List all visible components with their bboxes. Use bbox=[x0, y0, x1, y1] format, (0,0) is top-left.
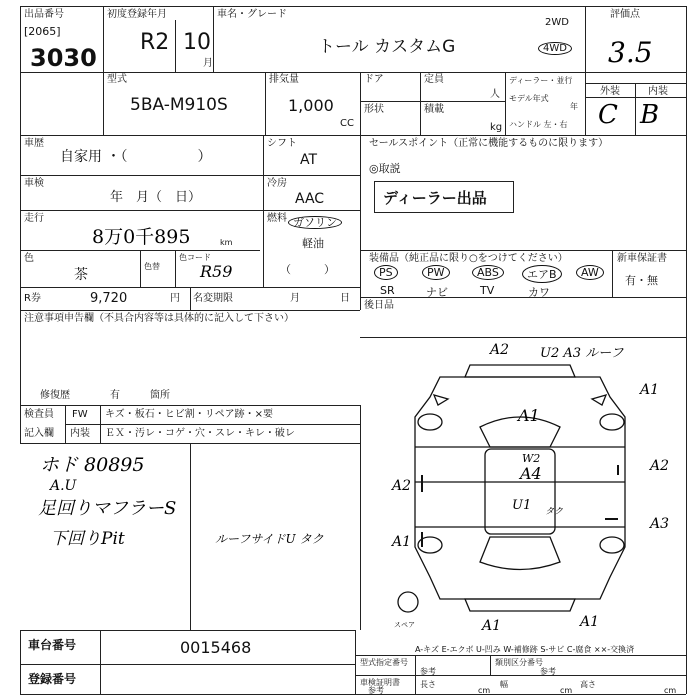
ac-label: 冷房 bbox=[267, 178, 287, 189]
wheel-front-left bbox=[418, 414, 442, 430]
score-value: 3.5 bbox=[608, 36, 653, 69]
grid-line bbox=[585, 83, 686, 84]
drive-4wd-circled: 4WD bbox=[538, 42, 572, 55]
inspection-value: 年 月（ 日） bbox=[110, 190, 202, 205]
color-change-label: 色替 bbox=[144, 262, 160, 271]
rear-bumper bbox=[465, 599, 575, 611]
mirror-right bbox=[592, 395, 606, 405]
mark-left-rear: A1 bbox=[392, 534, 412, 550]
mark-bottom-left: A1 bbox=[482, 618, 502, 634]
title-limit-label: 名変期限 bbox=[193, 293, 233, 304]
first-reg-era: R2 bbox=[140, 30, 170, 55]
mileage-label: 走行 bbox=[24, 213, 44, 224]
type-label: 型式 bbox=[107, 74, 127, 85]
displacement-value: 1,000 bbox=[288, 96, 334, 115]
doors-label: ドア bbox=[364, 74, 384, 85]
title-limit-month-unit: 月 bbox=[290, 293, 300, 304]
grid-line bbox=[360, 101, 505, 102]
mark-right-door: A2 bbox=[650, 458, 670, 474]
handwritten-line-5: ルーフサイドU タク bbox=[215, 532, 324, 546]
grid-line bbox=[355, 630, 356, 694]
warranty-value: 有・無 bbox=[625, 274, 658, 287]
grid-line bbox=[360, 250, 686, 251]
mark-right-rear: A3 bbox=[650, 516, 670, 532]
grid-line bbox=[175, 20, 176, 72]
rear-window bbox=[480, 537, 560, 570]
wheel-rear-right bbox=[600, 537, 624, 553]
grid-line bbox=[20, 210, 360, 211]
warranty-label: 新車保証書 bbox=[617, 253, 667, 264]
chassis-value: 0015468 bbox=[180, 638, 252, 657]
inspector-fw: FW bbox=[72, 409, 88, 420]
dealer-stamp-text: ディーラー出品 bbox=[383, 189, 487, 207]
grid-line bbox=[20, 630, 21, 694]
length-label: 長さ bbox=[420, 680, 436, 689]
load-unit: kg bbox=[490, 122, 503, 133]
handwritten-line-3: 足回りマフラーS bbox=[38, 498, 177, 519]
history-label: 車歴 bbox=[24, 138, 44, 149]
first-reg-label: 初度登録年月 bbox=[107, 9, 167, 20]
registration-label: 登録番号 bbox=[28, 672, 77, 686]
mark-top-left: A2 bbox=[490, 342, 510, 358]
equip-navi: ナビ bbox=[426, 286, 448, 299]
notes-label: 注意事項申告欄（不具合内容等は具体的に記入して下さい） bbox=[24, 313, 294, 324]
repair-value: 有 bbox=[110, 390, 120, 401]
grid-line bbox=[190, 287, 191, 310]
displacement-unit: CC bbox=[340, 118, 354, 129]
grid-line bbox=[190, 443, 191, 630]
type-cert-label: 型式指定番号 bbox=[360, 658, 408, 667]
height-label: 高さ bbox=[580, 680, 596, 689]
repair-label: 修復歴 bbox=[40, 390, 70, 401]
width-label: 幅 bbox=[500, 680, 508, 689]
rear-seat-label: 後日品 bbox=[364, 300, 394, 311]
dealer-stamp-box bbox=[374, 181, 514, 213]
fuel-diesel: 軽油 bbox=[302, 237, 324, 250]
first-reg-month: 10 bbox=[183, 30, 211, 55]
recycle-value: 9,720 bbox=[90, 291, 128, 306]
fuel-label: 燃料 bbox=[267, 213, 287, 224]
handwritten-line-1: ホド 80895 bbox=[40, 454, 145, 476]
grid-line bbox=[20, 6, 21, 311]
grid-line bbox=[103, 6, 104, 135]
color-label: 色 bbox=[24, 253, 34, 264]
equip-abs: ABS bbox=[472, 265, 504, 280]
width-unit: cm bbox=[560, 686, 573, 695]
color-code-value: R59 bbox=[200, 262, 233, 281]
equip-airbag: エアB bbox=[522, 265, 562, 283]
grid-line bbox=[65, 424, 360, 425]
color-code-label: 色コード bbox=[179, 253, 211, 262]
exterior-grade: C bbox=[598, 100, 618, 130]
dealer-label: ディーラー・並行 bbox=[509, 76, 573, 85]
title-limit-day-unit: 日 bbox=[340, 293, 350, 304]
spare-tire bbox=[398, 592, 418, 612]
inspector-row2: ＥＸ・汚レ・コゲ・穴・スレ・キレ・破レ bbox=[105, 428, 295, 439]
length-unit: cm bbox=[478, 686, 491, 695]
damage-legend: A-キズ E-エクボ U-凹み W-補修跡 S-サビ C-腐食 ××-交換済 bbox=[415, 645, 635, 654]
recycle-label: R券 bbox=[24, 293, 41, 304]
model-year-label: モデル年式 bbox=[509, 94, 549, 103]
grid-line bbox=[265, 72, 266, 135]
exterior-label: 外装 bbox=[600, 86, 620, 97]
equip-sr: SR bbox=[380, 284, 395, 297]
ac-value: AAC bbox=[295, 191, 325, 207]
year-unit: 年 bbox=[570, 102, 578, 111]
history-value: 自家用 ・（ ） bbox=[60, 149, 212, 165]
mark-right-fender: A1 bbox=[640, 382, 660, 398]
model-label: 車名・グレード bbox=[217, 9, 287, 20]
type-value: 5BA-M910S bbox=[130, 95, 228, 115]
mileage-value: 8万0千895 bbox=[92, 226, 191, 248]
spare-label: スペア bbox=[394, 621, 415, 629]
reg-cert-ref: 参考 bbox=[368, 686, 384, 695]
grid-line bbox=[140, 250, 141, 287]
grid-line bbox=[20, 405, 21, 443]
grid-line bbox=[585, 97, 686, 98]
handwritten-line-2: A.U bbox=[50, 478, 77, 494]
inspector-label-2: 記入欄 bbox=[24, 428, 54, 439]
displacement-label: 排気量 bbox=[269, 74, 299, 85]
reg-cert-label: 車検証明書 bbox=[360, 678, 400, 687]
mark-top-right: U2 A3 ルーフ bbox=[540, 346, 624, 361]
inspection-label: 車検 bbox=[24, 178, 44, 189]
location-label: 箇所 bbox=[150, 390, 170, 401]
equip-pw: PW bbox=[422, 265, 450, 280]
grid-line bbox=[20, 72, 686, 73]
grid-line bbox=[20, 175, 360, 176]
shift-value: AT bbox=[300, 152, 318, 168]
wheel-front-right bbox=[600, 414, 624, 430]
grid-line bbox=[415, 655, 416, 694]
grid-line bbox=[360, 72, 361, 135]
load-label: 積載 bbox=[424, 104, 444, 115]
grid-line bbox=[20, 694, 686, 695]
grid-line bbox=[490, 655, 491, 675]
drive-2wd: 2WD bbox=[545, 17, 569, 28]
type-cert-ref: 参考 bbox=[420, 667, 436, 676]
lot-number: 3030 bbox=[30, 44, 97, 72]
shift-label: シフト bbox=[267, 138, 297, 149]
height-unit: cm bbox=[664, 686, 677, 695]
equipment-label: 装備品（純正品に限り○をつけてください） bbox=[369, 253, 568, 264]
grid-line bbox=[20, 6, 686, 7]
grid-line bbox=[263, 135, 264, 287]
grid-line bbox=[20, 135, 686, 136]
grid-line bbox=[175, 250, 176, 287]
chassis-label: 車台番号 bbox=[28, 638, 77, 652]
grid-line bbox=[20, 310, 360, 311]
grid-line bbox=[635, 83, 636, 135]
category-label: 類別区分番号 bbox=[495, 658, 543, 667]
grid-line bbox=[360, 297, 686, 298]
mark-roof-top: W2 bbox=[522, 452, 541, 465]
fuel-gasoline-circled: ガソリン bbox=[288, 216, 342, 229]
equip-leather: カワ bbox=[528, 286, 550, 299]
grid-line bbox=[100, 630, 101, 694]
mark-roof: A4 bbox=[520, 464, 542, 483]
recycle-unit: 円 bbox=[170, 293, 180, 304]
inspector-interior: 内装 bbox=[70, 428, 90, 439]
mark-bottom-right: A1 bbox=[580, 614, 600, 630]
grid-line bbox=[360, 135, 361, 310]
handle-label: ハンドル 左・右 bbox=[509, 120, 568, 129]
mark-hood: A1 bbox=[518, 406, 540, 425]
grid-line bbox=[355, 675, 686, 676]
mark-center-note: タク bbox=[545, 507, 564, 517]
mark-center: U1 bbox=[512, 498, 532, 513]
manual-item: ◎取説 bbox=[369, 162, 401, 175]
score-label: 評価点 bbox=[610, 9, 640, 20]
shape-label: 形状 bbox=[364, 104, 384, 115]
grid-line bbox=[213, 6, 214, 72]
grid-line bbox=[686, 6, 687, 694]
inspector-label-1: 検査員 bbox=[24, 409, 54, 420]
capacity-unit: 人 bbox=[490, 89, 500, 100]
category-ref: 参考 bbox=[540, 667, 556, 676]
lot-ref: [2065] bbox=[24, 25, 61, 38]
grid-line bbox=[612, 250, 613, 297]
handwritten-line-4: 下回りPit bbox=[50, 529, 125, 549]
color-value: 茶 bbox=[74, 267, 88, 283]
grid-line bbox=[505, 72, 506, 135]
grid-line bbox=[585, 6, 586, 135]
mileage-unit: km bbox=[220, 238, 233, 247]
grid-line bbox=[20, 310, 21, 405]
lot-label: 出品番号 bbox=[24, 9, 64, 20]
grid-line bbox=[20, 664, 355, 665]
grid-line bbox=[20, 405, 360, 406]
model-name: トール カスタムG bbox=[318, 37, 456, 57]
roof bbox=[485, 449, 555, 534]
front-bumper bbox=[465, 365, 575, 377]
mirror-left bbox=[434, 395, 448, 405]
interior-label: 内装 bbox=[648, 86, 668, 97]
mark-left-door: A2 bbox=[392, 478, 412, 494]
sales-points-label: セールスポイント（正常に機能するものに限ります） bbox=[369, 138, 609, 149]
capacity-label: 定員 bbox=[424, 74, 444, 85]
inspector-row1: キズ・板石・ヒビ割・リペア跡・×要 bbox=[105, 409, 273, 420]
fuel-other: （ ） bbox=[280, 263, 335, 276]
grid-line bbox=[355, 655, 686, 656]
grid-line bbox=[420, 72, 421, 135]
interior-grade: B bbox=[640, 100, 660, 130]
equip-tv: TV bbox=[480, 284, 495, 297]
equip-aw: AW bbox=[576, 265, 604, 280]
grid-line bbox=[20, 630, 355, 631]
equip-ps: PS bbox=[374, 265, 398, 280]
month-unit: 月 bbox=[203, 58, 213, 69]
